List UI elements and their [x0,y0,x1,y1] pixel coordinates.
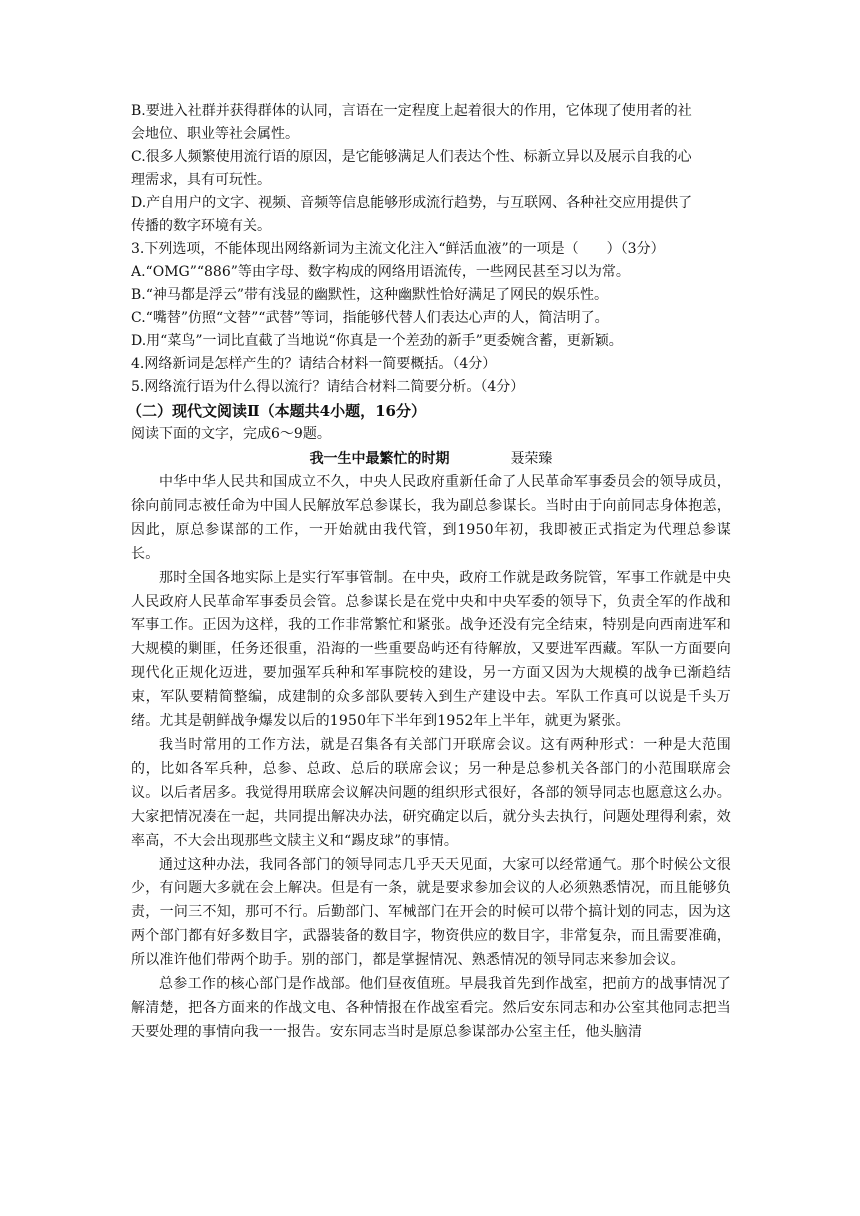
article-author: 聂荣臻 [510,451,553,467]
article-title: 我一生中最繁忙的时期 [309,451,450,467]
text-line: 理需求，具有可玩性。 [131,172,271,188]
text-line: D.产自用户的文字、视频、音频等信息能够形成流行趋势，与互联网、各种社交应用提供了 [131,195,693,211]
document-page [127,100,731,1045]
question-5: 5.网络流行语为什么得以流行？请结合材料二简要分析。（4分） [131,379,525,395]
text-line: 传播的数字环境有关。 [131,218,271,234]
article-paragraph: 我当时常用的工作方法，就是召集各有关部门开联席会议。这有两种形式：一种是大范围的，比如各军兵种，总参、总政、总后的联席会议；另一种是总参机关各部门的小范围联席会议。以后者居多。我觉得用联席会议解决问题的组织形式很好，各部的领导同志也愿意这么办。大家把情况凑在一起，共同提出解决办法，研究确定以后，就分头去执行，问题处理得利索，效率高，不大会出现那些文牍主义和“踢皮球”的事情。 [131,736,731,849]
article-title-row [131,447,731,471]
question-3-option-c: C.“嘴替”仿照“文替”“武替”等词，指能够代替人们表达心声的人，简洁明了。 [131,310,609,326]
text-line: 会地位、职业等社会属性。 [131,126,299,142]
section-heading: （二）现代文阅读Ⅱ（本题共4小题，16分） [127,402,426,420]
article-paragraph: 中华中华人民共和国成立不久，中央人民政府重新任命了人民革命军事委员会的领导成员，徐向前同志被任命为中国人民解放军总参谋长，我为副总参谋长。当时由于向前同志身体抱恙，因此，原总参谋部的工作，一开始就由我代管，到1950年初，我即被正式指定为代理总参谋长。 [131,474,731,562]
text-line: B.要进入社群并获得群体的认同，言语在一定程度上起着很大的作用，它体现了使用者的社 [131,103,692,119]
article-paragraph: 总参工作的核心部门是作战部。他们昼夜值班。早晨我首先到作战室，把前方的战事情况了解清楚，把各方面来的作战文电、各种情报在作战室看完。然后安东同志和办公室其他同志把当天要处理的事情向我一一报告。安东同志当时是原总参谋部办公室主任，他头脑清 [131,976,731,1040]
article-body [131,471,731,1045]
text-line: C.很多人频繁使用流行语的原因，是它能够满足人们表达个性、标新立异以及展示自我的心 [131,149,692,165]
question-3-option-d: D.用“菜鸟”一词比直截了当地说“你真是一个差劲的新手”更委婉含蓄，更新颖。 [131,333,623,349]
question-4: 4.网络新词是怎样产生的？请结合材料一简要概括。（4分） [131,356,497,372]
article-paragraph: 那时全国各地实际上是实行军事管制。在中央，政府工作就是政务院管，军事工作就是中央人民政府人民革命军事委员会管。总参谋长是在党中央和中央军委的领导下，负责全军的作战和军事工作。正因为这样，我的工作非常繁忙和紧张。战争还没有完全结束，特别是向西南进军和大规模的剿匪，任务还很重，沿海的一些重要岛屿还有待解放，又要进军西藏。军队一方面要向现代化正规化迈进，要加强军兵种和军事院校的建设，另一方面又因为大规模的战争已渐趋结束，军队要精简整编，成建制的众多部队要转入到生产建设中去。军队工作真可以说是千头万绪。尤其是朝鲜战争爆发以后的1950年下半年到1952年上半年，就更为紧张。 [131,569,731,730]
question-3: 3.下列选项，不能体现出网络新词为主流文化注入“鲜活血液”的一项是（ ）（3分） [131,241,665,257]
instruction: 阅读下面的文字，完成6～9题。 [131,426,331,442]
question-options-block [131,100,731,399]
question-3-option-b: B.“神马都是浮云”带有浅显的幽默性，这种幽默性恰好满足了网民的娱乐性。 [131,287,609,303]
question-3-option-a: A.“OMG”“886”等由字母、数字构成的网络用语流传，一些网民甚至习以为常。 [131,264,630,280]
article-paragraph: 通过这种办法，我同各部门的领导同志几乎天天见面，大家可以经常通气。那个时候公文很少，有问题大多就在会上解决。但是有一条，就是要求参加会议的人必须熟悉情况，而且能够负责，一问三不知，那可不行。后勤部门、军械部门在开会的时候可以带个搞计划的同志，因为这两个部门都有好多数目字，武器装备的数目字，物资供应的数目字，非常复杂，而且需要准确，所以准许他们带两个助手。别的部门，都是掌握情况、熟悉情况的领导同志来参加会议。 [131,856,731,969]
